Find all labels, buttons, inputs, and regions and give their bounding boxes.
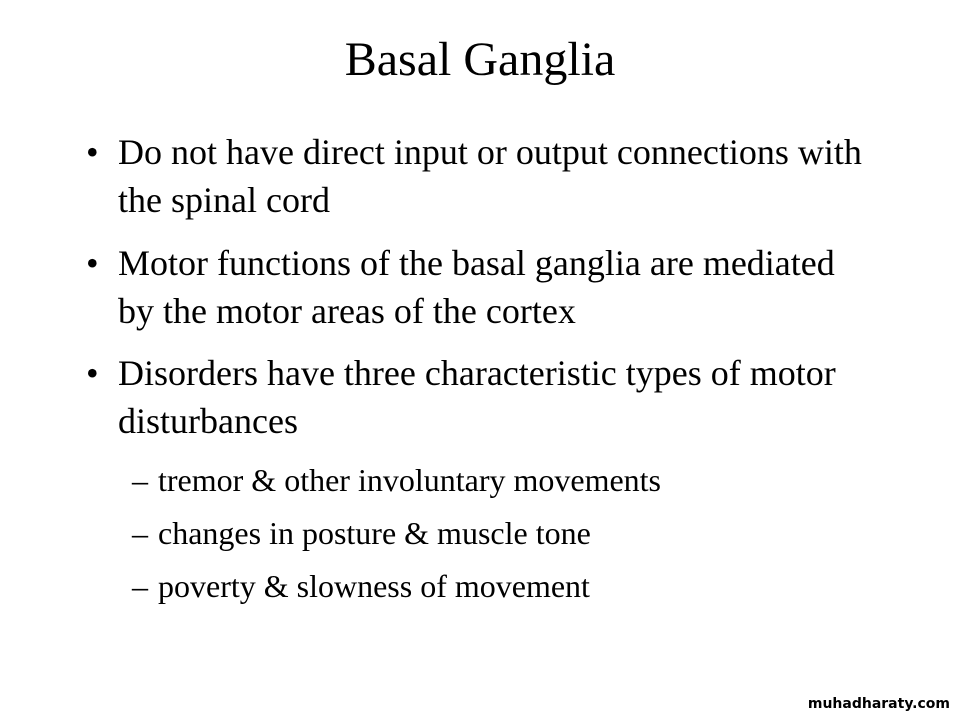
bullet-text: Do not have direct input or output connections with the spinal cord [118, 132, 862, 220]
bullet-text: Disorders have three characteristic types of motor disturbances [118, 353, 836, 441]
sub-bullet-text: tremor & other involuntary movements [158, 462, 661, 498]
bullet-marker: • [86, 353, 99, 393]
sub-bullet-marker: – [132, 515, 148, 551]
bullet-text: Motor functions of the basal ganglia are mediated by the motor areas of the cortex [118, 243, 835, 331]
sub-bullet-text: changes in posture & muscle tone [158, 515, 591, 551]
watermark: muhadharaty.com [807, 696, 950, 712]
sub-bullet-text: poverty & slowness of movement [158, 568, 590, 604]
bullet-marker: • [86, 132, 99, 172]
bullet-marker: • [86, 243, 99, 283]
sub-bullet-marker: – [132, 462, 148, 498]
sub-bullet-marker: – [132, 568, 148, 604]
slide-title: Basal Ganglia [344, 33, 616, 86]
